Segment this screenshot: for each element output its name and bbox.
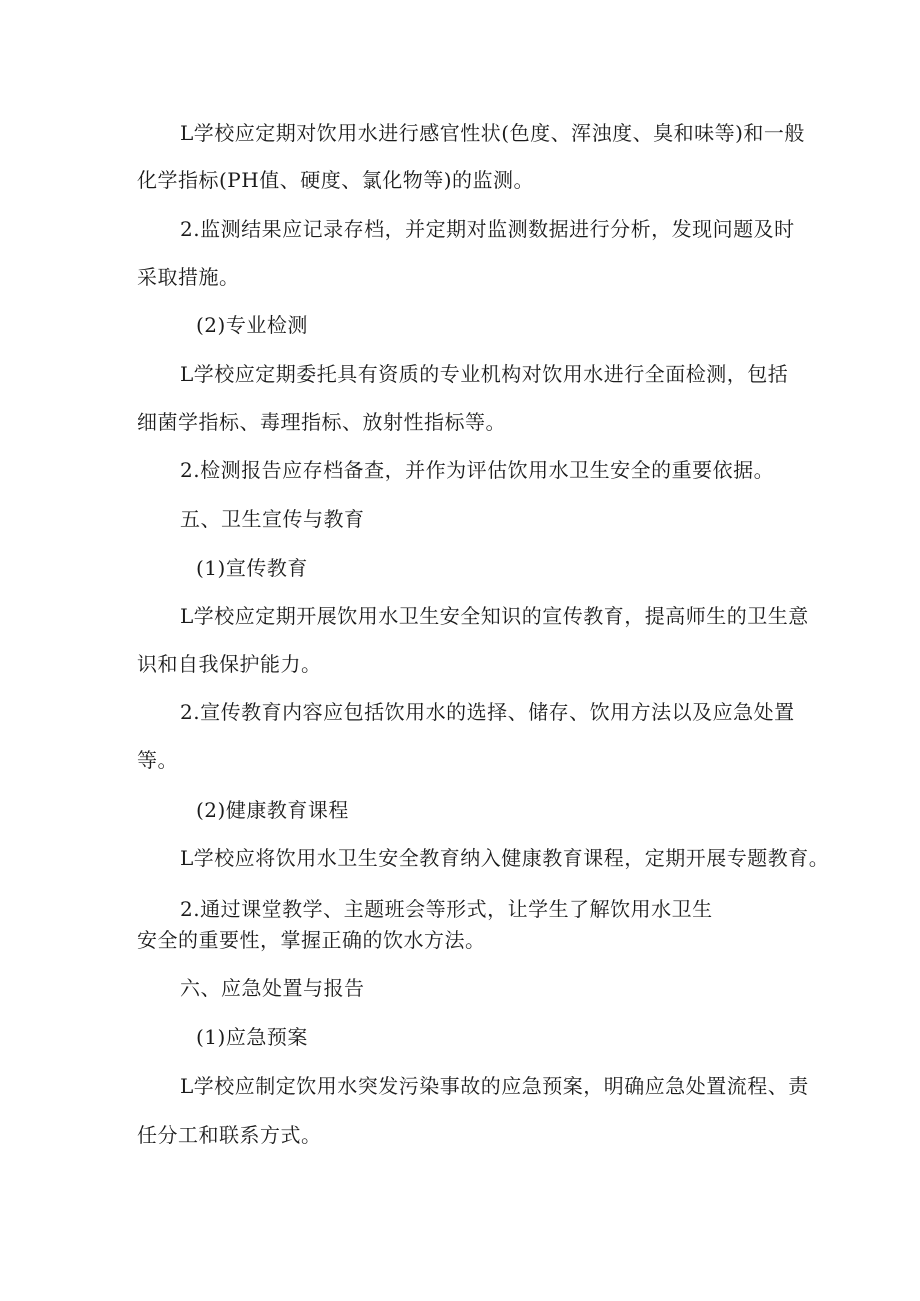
paragraph-line: L学校应将饮用水卫生安全教育纳入健康教育课程，定期开展专题教育。 bbox=[180, 846, 830, 870]
paragraph-line: 2.检测报告应存档备查，并作为评估饮用水卫生安全的重要依据。 bbox=[180, 458, 775, 482]
paragraph-line: L学校应定期开展饮用水卫生安全知识的宣传教育，提高师生的卫生意 bbox=[180, 604, 809, 628]
paragraph-line: 识和自我保护能力。 bbox=[137, 652, 322, 676]
paragraph-line: 安全的重要性，掌握正确的饮水方法。 bbox=[137, 928, 486, 952]
subsection-heading: (2)健康教育课程 bbox=[196, 798, 349, 822]
paragraph-line: 化学指标(PH值、硬度、氯化物等)的监测。 bbox=[137, 168, 535, 192]
paragraph-line: 采取措施。 bbox=[137, 265, 240, 289]
section-heading: 六、应急处置与报告 bbox=[180, 976, 365, 1000]
paragraph-line: 任分工和联系方式。 bbox=[137, 1123, 322, 1147]
paragraph-line: 细菌学指标、毒理指标、放射性指标等。 bbox=[137, 410, 506, 434]
paragraph-line: 等。 bbox=[137, 748, 178, 772]
paragraph-line: L学校应定期委托具有资质的专业机构对饮用水进行全面检测，包括 bbox=[180, 362, 789, 386]
subsection-heading: (2)专业检测 bbox=[196, 313, 308, 337]
subsection-heading: (1)宣传教育 bbox=[196, 556, 308, 580]
section-heading: 五、卫生宣传与教育 bbox=[180, 507, 365, 531]
paragraph-line: L学校应制定饮用水突发污染事故的应急预案，明确应急处置流程、责 bbox=[180, 1074, 809, 1098]
paragraph-line: 2.监测结果应记录存档，并定期对监测数据进行分析，发现问题及时 bbox=[180, 217, 795, 241]
paragraph-line: 2.通过课堂教学、主题班会等形式，让学生了解饮用水卫生 bbox=[180, 897, 713, 921]
paragraph-line: L学校应定期对饮用水进行感官性状(色度、浑浊度、臭和味等)和一般 bbox=[180, 121, 805, 145]
subsection-heading: (1)应急预案 bbox=[196, 1025, 308, 1049]
paragraph-line: 2.宣传教育内容应包括饮用水的选择、储存、饮用方法以及应急处置 bbox=[180, 700, 795, 724]
